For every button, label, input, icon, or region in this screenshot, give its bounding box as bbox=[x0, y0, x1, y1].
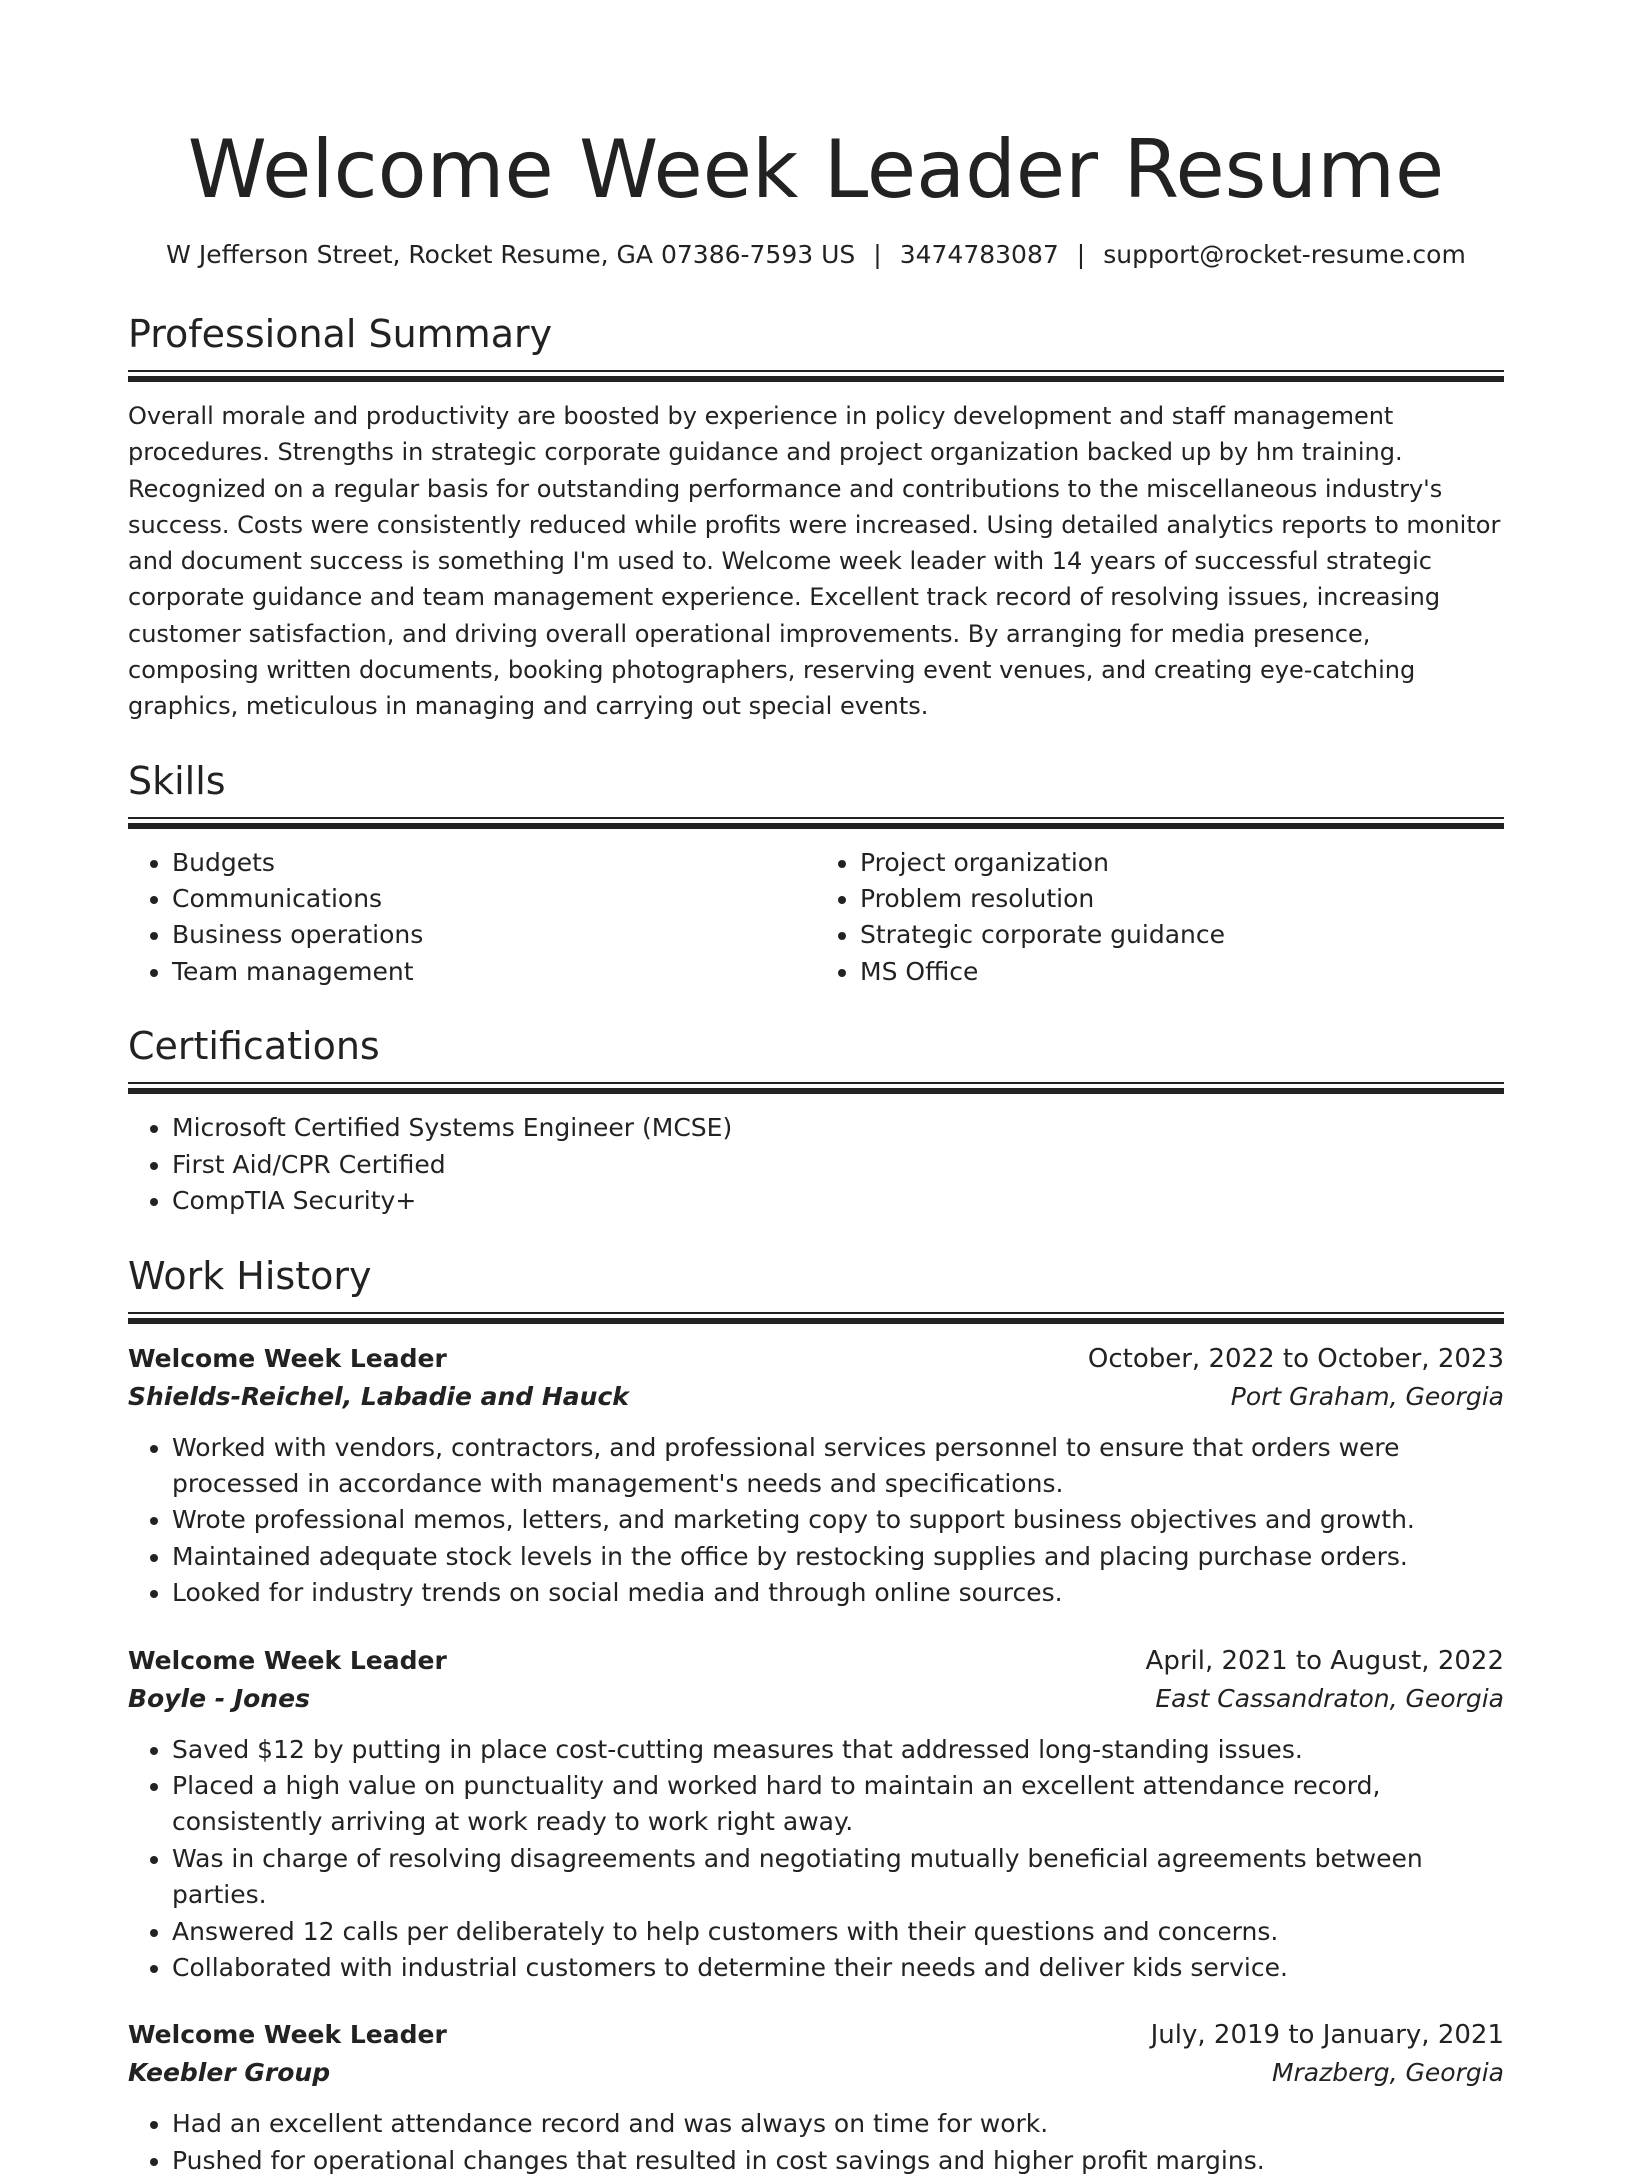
certifications-section bbox=[128, 1022, 1504, 1219]
skill-item: • MS Office bbox=[860, 954, 1504, 990]
section-divider bbox=[128, 1082, 1504, 1094]
section-divider bbox=[128, 370, 1504, 382]
job-entry bbox=[128, 1340, 1504, 1612]
summary-text: Overall morale and productivity are boosted by experience in policy development and staff management procedures. Strengths in strategic corporate guidance and project organization backed up by hm training. Recognized on a regular basis for outstanding performance and contributions to the miscellaneous industry's success. Costs were consistently reduced while profits were increased. Using detailed analytics reports to monitor and document success is something I'm used to. Welcome week leader with 14 years of successful strategic corporate guidance and team management experience. Excellent track record of resolving issues, increasing customer satisfaction, and driving overall operational improvements. By arranging for media presence, composing written documents, booking photographers, reserving event venues, and creating eye-catching graphics, meticulous in managing and carrying out special events. bbox=[128, 402, 1501, 721]
job-dates: April, 2021 to August, 2022 bbox=[1145, 1645, 1504, 1676]
summary-section bbox=[128, 310, 1504, 725]
job-title: Welcome Week Leader bbox=[128, 1343, 447, 1373]
section-title-summary: Professional Summary bbox=[128, 312, 553, 356]
certification-item: • Microsoft Certified Systems Engineer (MCSE) bbox=[172, 1110, 1504, 1146]
contact-separator: | bbox=[1076, 240, 1086, 269]
job-company-row bbox=[128, 1680, 1504, 1718]
skills-grid bbox=[128, 845, 1504, 991]
skills-section bbox=[128, 757, 1504, 991]
job-duty-item: • Worked with vendors, contractors, and professional services personnel to ensure that orders were processed in accordance with management's needs and specifications. bbox=[172, 1430, 1504, 1503]
contact-address: W Jefferson Street, Rocket Resume, GA 07386-7593 US bbox=[166, 240, 856, 269]
job-entry bbox=[128, 2016, 1504, 2179]
job-duties-list bbox=[128, 1430, 1504, 1612]
job-header-row bbox=[128, 1340, 1504, 1378]
job-dates: October, 2022 to October, 2023 bbox=[1087, 1343, 1504, 1374]
skills-list-left bbox=[128, 845, 816, 991]
job-dates: July, 2019 to January, 2021 bbox=[1150, 2020, 1504, 2051]
job-location: Port Graham, Georgia bbox=[1230, 1381, 1504, 1411]
job-entry bbox=[128, 1642, 1504, 1987]
skill-item: • Team management bbox=[172, 954, 816, 990]
skill-item: • Project organization bbox=[860, 845, 1504, 881]
section-divider bbox=[128, 817, 1504, 829]
work-history-section bbox=[128, 1252, 1504, 2179]
job-company-row bbox=[128, 1378, 1504, 1416]
job-duty-item: • Pushed for operational changes that resulted in cost savings and higher profit margins. bbox=[172, 2143, 1504, 2179]
job-duties-list bbox=[128, 2106, 1504, 2179]
job-duty-item: • Maintained adequate stock levels in the office by restocking supplies and placing purchase orders. bbox=[172, 1539, 1504, 1575]
skill-item: • Problem resolution bbox=[860, 881, 1504, 917]
contact-email: support@rocket-resume.com bbox=[1103, 240, 1466, 269]
skill-item: • Strategic corporate guidance bbox=[860, 917, 1504, 953]
job-title: Welcome Week Leader bbox=[128, 1645, 447, 1675]
job-title: Welcome Week Leader bbox=[128, 2020, 447, 2050]
job-location: East Cassandraton, Georgia bbox=[1155, 1683, 1504, 1713]
section-title-work-history: Work History bbox=[128, 1253, 372, 1298]
job-company: Boyle - Jones bbox=[128, 1683, 310, 1713]
section-title-skills: Skills bbox=[128, 758, 226, 803]
job-company: Keebler Group bbox=[128, 2058, 331, 2088]
resume-title: Welcome Week Leader Resume bbox=[187, 123, 1445, 216]
job-duty-item: • Wrote professional memos, letters, and marketing copy to support business objectives and growth. bbox=[172, 1502, 1504, 1538]
job-header-row bbox=[128, 1642, 1504, 1680]
job-company-row bbox=[128, 2054, 1504, 2092]
job-header-row bbox=[128, 2016, 1504, 2054]
contact-phone: 3474783087 bbox=[899, 240, 1059, 269]
job-location: Mrazberg, Georgia bbox=[1271, 2058, 1504, 2088]
job-duty-item: • Looked for industry trends on social media and through online sources. bbox=[172, 1575, 1504, 1611]
job-duties-list bbox=[128, 1732, 1504, 1987]
section-title-certifications: Certifications bbox=[128, 1024, 380, 1069]
job-company: Shields-Reichel, Labadie and Hauck bbox=[128, 1381, 629, 1411]
skill-item: • Business operations bbox=[172, 917, 816, 953]
job-duty-item: • Had an excellent attendance record and was always on time for work. bbox=[172, 2106, 1504, 2142]
contact-line bbox=[128, 238, 1504, 272]
skill-item: • Communications bbox=[172, 881, 816, 917]
certification-item: • First Aid/CPR Certified bbox=[172, 1147, 1504, 1183]
certifications-list bbox=[128, 1110, 1504, 1219]
job-duty-item: • Collaborated with industrial customers to determine their needs and deliver kids service. bbox=[172, 1950, 1504, 1986]
job-duty-item: • Placed a high value on punctuality and worked hard to maintain an excellent attendance record, consistently arriving at work ready to work right away. bbox=[172, 1768, 1504, 1841]
certification-item: • CompTIA Security+ bbox=[172, 1183, 1504, 1219]
skills-list-right bbox=[816, 845, 1504, 991]
skill-item: • Budgets bbox=[172, 845, 816, 881]
section-divider bbox=[128, 1312, 1504, 1324]
job-duty-item: • Answered 12 calls per deliberately to help customers with their questions and concerns. bbox=[172, 1914, 1504, 1950]
job-duty-item: • Was in charge of resolving disagreements and negotiating mutually beneficial agreements between parties. bbox=[172, 1841, 1504, 1914]
job-duty-item: • Saved $12 by putting in place cost-cutting measures that addressed long-standing issues. bbox=[172, 1732, 1504, 1768]
contact-separator: | bbox=[873, 240, 882, 269]
